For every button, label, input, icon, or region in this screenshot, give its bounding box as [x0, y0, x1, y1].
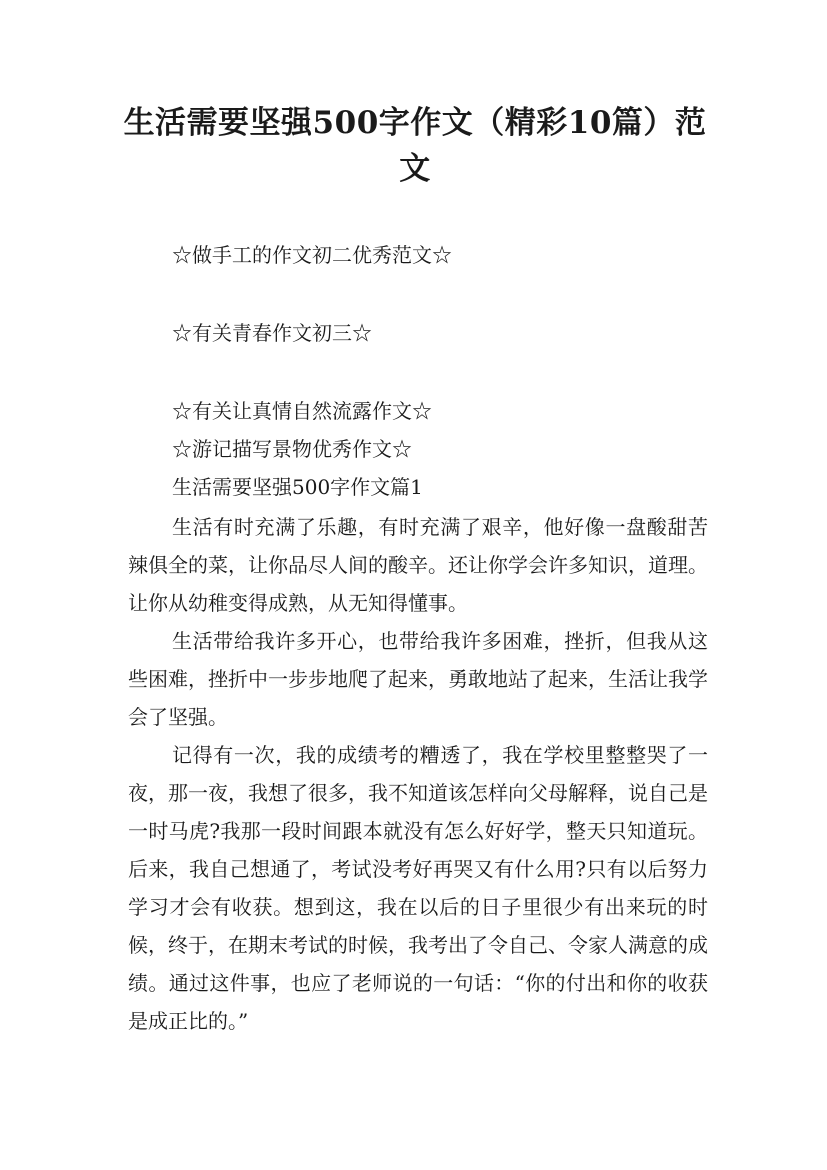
- paragraph-2: 生活带给我许多开心，也带给我许多困难，挫折，但我从这些困难，挫折中一步步地爬了起来，勇敢地站了起来，生活让我学会了坚强。: [128, 629, 708, 729]
- related-link-2[interactable]: ☆有关青春作文初三☆: [172, 321, 372, 345]
- section-heading: 生活需要坚强500字作文篇1: [172, 475, 423, 499]
- related-link-3[interactable]: ☆有关让真情自然流露作文☆: [172, 399, 432, 423]
- document-title: 生活需要坚强500字作文（精彩10篇）范文: [123, 105, 707, 187]
- paragraph-1: 生活有时充满了乐趣，有时充满了艰辛，他好像一盘酸甜苦辣俱全的菜，让你品尽人间的酸辛。还让你学会许多知识，道理。让你从幼稚变得成熟，从无知得懂事。: [128, 515, 708, 615]
- related-link-4[interactable]: ☆游记描写景物优秀作文☆: [172, 437, 412, 461]
- related-link-1[interactable]: ☆做手工的作文初二优秀范文☆: [172, 243, 452, 267]
- paragraph-3: 记得有一次，我的成绩考的糟透了，我在学校里整整哭了一夜，那一夜，我想了很多，我不知道该怎样向父母解释，说自己是一时马虎?我那一段时间跟本就没有怎么好好学，整天只知道玩。后来，我自己想通了，考试没考好再哭又有什么用?只有以后努力学习才会有收获。想到这，我在以后的日子里很少有出来玩的时候，终于，在期末考试的时候，我考出了令自己、令家人满意的成绩。通过这件事，也应了老师说的一句话：“你的付出和你的收获是成正比的。”: [128, 743, 708, 1033]
